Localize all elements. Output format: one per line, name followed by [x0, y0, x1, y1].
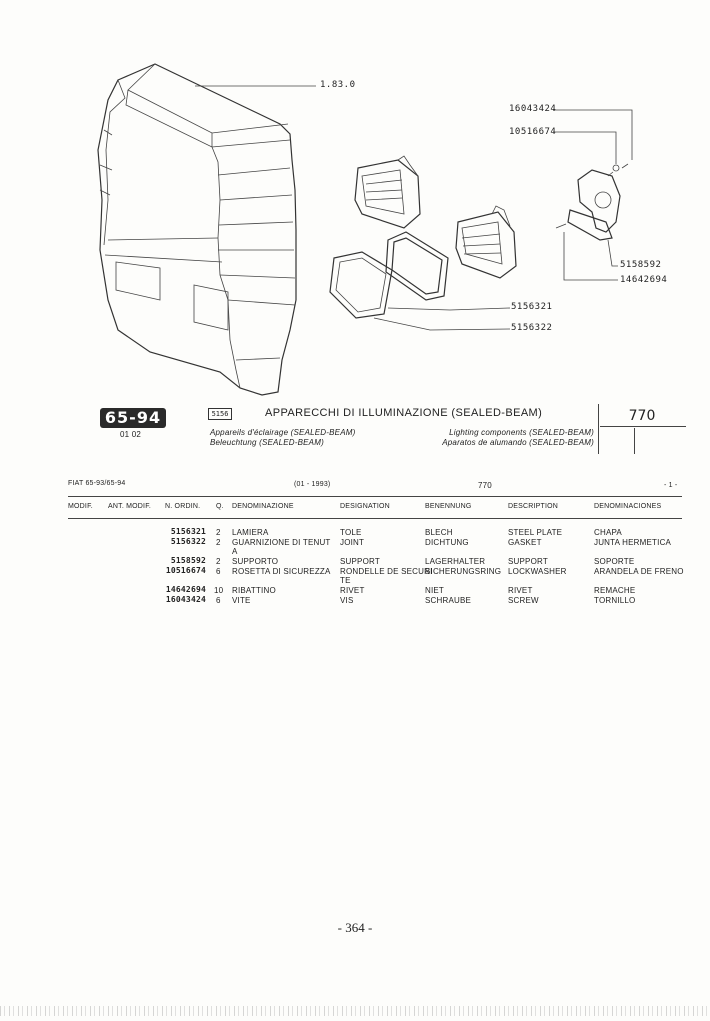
part-name-fr-cont: TE	[340, 576, 351, 585]
callout-steel-plate: 5156321	[511, 302, 553, 312]
part-name-en: RIVET	[508, 586, 533, 595]
exploded-view-drawing	[0, 0, 710, 400]
part-name-en: SUPPORT	[508, 557, 548, 566]
part-name-fr: RIVET	[340, 586, 365, 595]
part-name-es: JUNTA HERMETICA	[594, 538, 672, 547]
list-model: FIAT 65-93/65-94	[68, 480, 126, 487]
part-qty: 6	[216, 567, 221, 576]
part-qty: 6	[216, 596, 221, 605]
part-name-de: SICHERUNGSRING	[425, 567, 502, 576]
part-name-de: SCHRAUBE	[425, 596, 472, 605]
part-number: 5156322	[170, 537, 206, 546]
bracket-drawing	[556, 164, 628, 240]
part-name-it: VITE	[232, 596, 251, 605]
part-qty: 2	[216, 528, 221, 537]
part-name-en: STEEL PLATE	[508, 528, 563, 537]
col-benennung: BENENNUNG	[425, 503, 472, 510]
col-description: DESCRIPTION	[508, 503, 559, 510]
part-name-es: CHAPA	[594, 528, 622, 537]
col-denominazione: DENOMINAZIONE	[232, 503, 294, 510]
subtitle-de: Beleuchtung (SEALED-BEAM)	[210, 438, 324, 447]
group-code-box: 5156	[208, 408, 232, 420]
part-name-de: DICHTUNG	[425, 538, 469, 547]
part-name-fr: TOLE	[340, 528, 362, 537]
part-number: 5158592	[170, 556, 206, 565]
scan-edge-decoration	[0, 1006, 710, 1016]
subtitle-fr: Appareils d'éclairage (SEALED-BEAM)	[210, 428, 356, 437]
model-badge: 65-94	[100, 408, 166, 428]
page-number: - 364 -	[337, 920, 373, 935]
headlamp-right-drawing	[456, 206, 516, 278]
part-name-de: BLECH	[425, 528, 453, 537]
part-name-en: LOCKWASHER	[508, 567, 567, 576]
subtitle-es: Aparatos de alumando (SEALED-BEAM)	[442, 438, 594, 447]
callout-gasket: 5156322	[511, 323, 553, 333]
part-name-fr: RONDELLE DE SECURI	[340, 567, 433, 576]
part-qty: 10	[214, 586, 224, 595]
col-designation: DESIGNATION	[340, 503, 390, 510]
part-name-es: REMACHE	[594, 586, 636, 595]
part-number: 14642694	[165, 585, 206, 594]
part-name-es: TORNILLO	[594, 596, 636, 605]
list-page: - 1 -	[664, 482, 678, 489]
callout-screw: 16043424	[509, 104, 557, 114]
part-name-es: SOPORTE	[594, 557, 635, 566]
model-sub: 01 02	[120, 430, 142, 439]
part-name-de: NIET	[425, 586, 445, 595]
col-denominaciones: DENOMINACIONES	[594, 503, 662, 510]
part-name-it: SUPPORTO	[232, 557, 279, 566]
section-title: APPARECCHI DI ILLUMINAZIONE (SEALED-BEAM)	[265, 407, 543, 419]
headlamp-left-drawing	[355, 156, 420, 228]
col-n-ordin: N. ORDIN.	[165, 503, 201, 510]
subtitle-en: Lighting components (SEALED-BEAM)	[449, 428, 594, 437]
list-code: 770	[478, 481, 492, 490]
list-date: (01 - 1993)	[294, 481, 331, 488]
part-name-it: GUARNIZIONE DI TENUT	[232, 538, 331, 547]
col-ant-modif: ANT. MODIF.	[108, 503, 152, 510]
part-name-it-cont: A	[232, 547, 238, 556]
part-name-it: RIBATTINO	[232, 586, 276, 595]
part-name-en: GASKET	[508, 538, 542, 547]
callout-rivet: 14642694	[620, 275, 668, 285]
part-name-de: LAGERHALTER	[425, 557, 486, 566]
part-number: 5156321	[170, 527, 206, 536]
part-name-it: ROSETTA DI SICUREZZA	[232, 567, 331, 576]
callout-hood: 1.83.0	[320, 80, 356, 90]
part-qty: 2	[216, 557, 221, 566]
part-name-fr: VIS	[340, 596, 354, 605]
part-name-es: ARANDELA DE FRENO	[594, 567, 684, 576]
hood-panel-drawing	[98, 64, 296, 395]
part-name-en: SCREW	[508, 596, 539, 605]
part-number: 10516674	[165, 566, 206, 575]
col-modif: MODIF.	[68, 503, 93, 510]
callout-support: 5158592	[620, 260, 662, 270]
part-number: 16043424	[165, 595, 206, 604]
part-name-it: LAMIERA	[232, 528, 269, 537]
part-name-fr: SUPPORT	[340, 557, 380, 566]
page-code: 770	[628, 408, 656, 424]
part-name-fr: JOINT	[340, 538, 365, 547]
col-q: Q.	[216, 503, 224, 510]
steel-plate-frame-drawing	[386, 232, 448, 300]
gasket-frame-drawing	[330, 252, 392, 318]
part-qty: 2	[216, 538, 221, 547]
callout-lockwasher: 10516674	[509, 127, 557, 137]
